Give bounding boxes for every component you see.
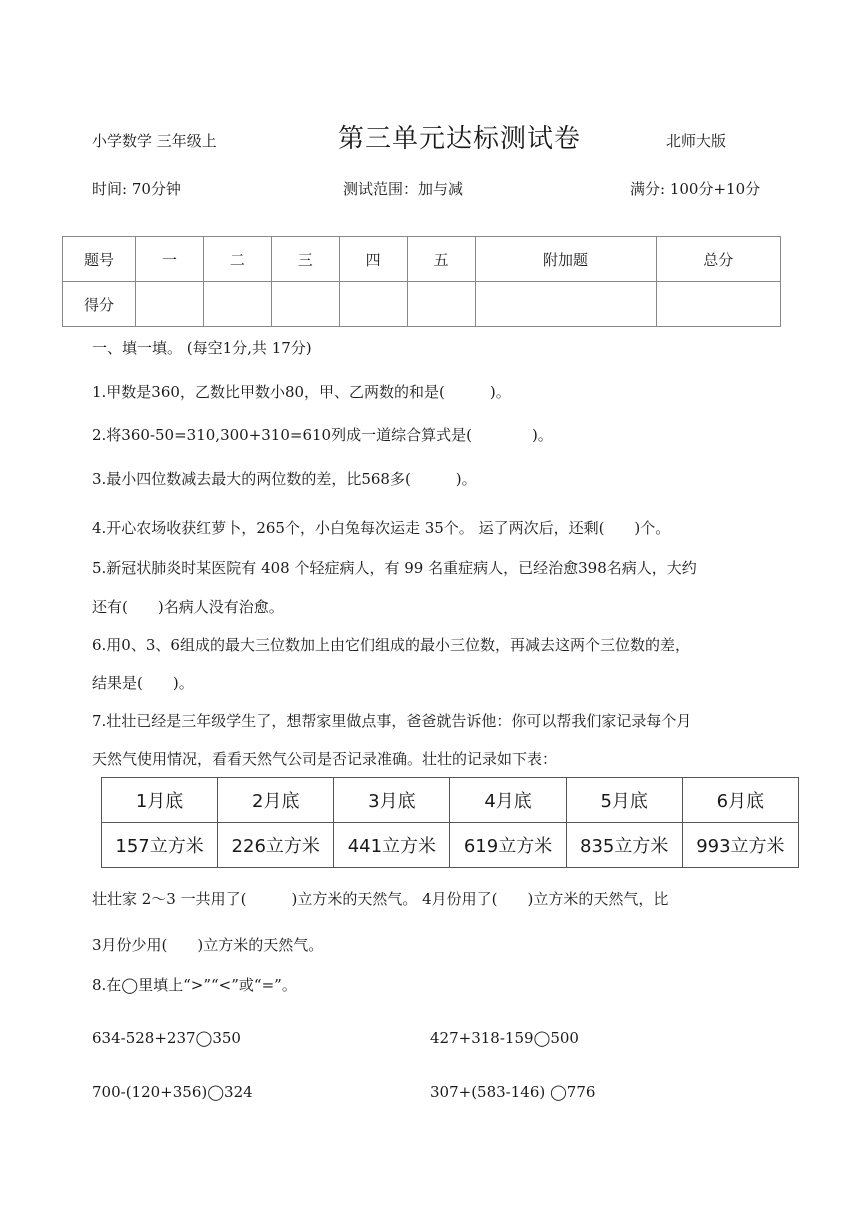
question-6-line2: 结果是( )。	[92, 674, 194, 692]
score-cell: 总分	[656, 237, 780, 282]
gas-reading-cell: 226立方米	[218, 823, 334, 868]
header-edition: 北师大版	[666, 132, 727, 150]
header-full-score: 满分: 100分+10分	[630, 180, 761, 198]
gas-month-cell: 2月底	[218, 778, 334, 823]
score-input-cell[interactable]	[475, 282, 656, 327]
question-7-after-line1: 壮壮家 2～3 一共用了( )立方米的天然气。 4月份用了( )立方米的天然气，比	[92, 890, 669, 908]
gas-table-month-row	[102, 778, 799, 823]
score-cell: 一	[136, 237, 204, 282]
question-6-line1: 6.用0、3、6组成的最大三位数加上由它们组成的最小三位数，再减去这两个三位数的差，	[92, 636, 690, 654]
gas-reading-cell: 993立方米	[682, 823, 798, 868]
page-title: 第三单元达标测试卷	[338, 124, 582, 154]
gas-usage-table	[101, 777, 799, 868]
question-8: 8.在◯里填上“>”“<”或“=”。	[92, 976, 297, 994]
gas-month-cell: 6月底	[682, 778, 798, 823]
question-4: 4.开心农场收获红萝卜，265个，小白兔每次运走 35个。 运了两次后，还剩( )个。	[92, 519, 671, 537]
gas-reading-cell: 619立方米	[450, 823, 566, 868]
score-table-score-row	[63, 282, 781, 327]
header-range: 测试范围：加与减	[343, 180, 464, 198]
score-input-cell[interactable]	[203, 282, 271, 327]
score-cell: 五	[407, 237, 475, 282]
score-cell: 四	[339, 237, 407, 282]
section-title: 一、填一填。 (每空1分,共 17分)	[92, 339, 312, 357]
score-input-cell[interactable]	[407, 282, 475, 327]
score-cell: 二	[203, 237, 271, 282]
question-2: 2.将360-50=310,300+310=610列成一道综合算式是( )。	[92, 426, 553, 444]
gas-reading-cell: 441立方米	[334, 823, 450, 868]
header-subject: 小学数学 三年级上	[92, 132, 217, 150]
gas-reading-cell: 835立方米	[566, 823, 682, 868]
compare-item: 634-528+237◯350	[92, 1029, 241, 1047]
compare-item: 427+318-159◯500	[430, 1029, 579, 1047]
gas-month-cell: 1月底	[102, 778, 218, 823]
question-5-line1: 5.新冠状肺炎时某医院有 408 个轻症病人，有 99 名重症病人，已经治愈398名病人，大约	[92, 559, 697, 577]
gas-month-cell: 5月底	[566, 778, 682, 823]
score-cell: 题号	[63, 237, 136, 282]
score-input-cell[interactable]	[136, 282, 204, 327]
score-table-header-row	[63, 237, 781, 282]
gas-month-cell: 3月底	[334, 778, 450, 823]
question-7-after-line2: 3月份少用( )立方米的天然气。	[92, 936, 324, 954]
score-cell: 附加题	[475, 237, 656, 282]
score-input-cell[interactable]	[656, 282, 780, 327]
score-table	[62, 236, 781, 327]
compare-item: 700-(120+356)◯324	[92, 1083, 253, 1101]
gas-month-cell: 4月底	[450, 778, 566, 823]
question-7-line1: 7.壮壮已经是三年级学生了，想帮家里做点事，爸爸就告诉他：你可以帮我们家记录每个月	[92, 712, 692, 730]
question-5-line2: 还有( )名病人没有治愈。	[92, 598, 284, 616]
score-cell: 得分	[63, 282, 136, 327]
header-time: 时间: 70分钟	[92, 180, 181, 198]
score-input-cell[interactable]	[271, 282, 339, 327]
question-3: 3.最小四位数减去最大的两位数的差，比568多( )。	[92, 470, 477, 488]
score-input-cell[interactable]	[339, 282, 407, 327]
compare-item: 307+(583-146) ◯776	[430, 1083, 596, 1101]
score-cell: 三	[271, 237, 339, 282]
question-1: 1.甲数是360，乙数比甲数小80，甲、乙两数的和是( )。	[92, 383, 511, 401]
gas-table-reading-row	[102, 823, 799, 868]
gas-reading-cell: 157立方米	[102, 823, 218, 868]
question-7-line2: 天然气使用情况，看看天然气公司是否记录准确。壮壮的记录如下表：	[92, 750, 558, 768]
